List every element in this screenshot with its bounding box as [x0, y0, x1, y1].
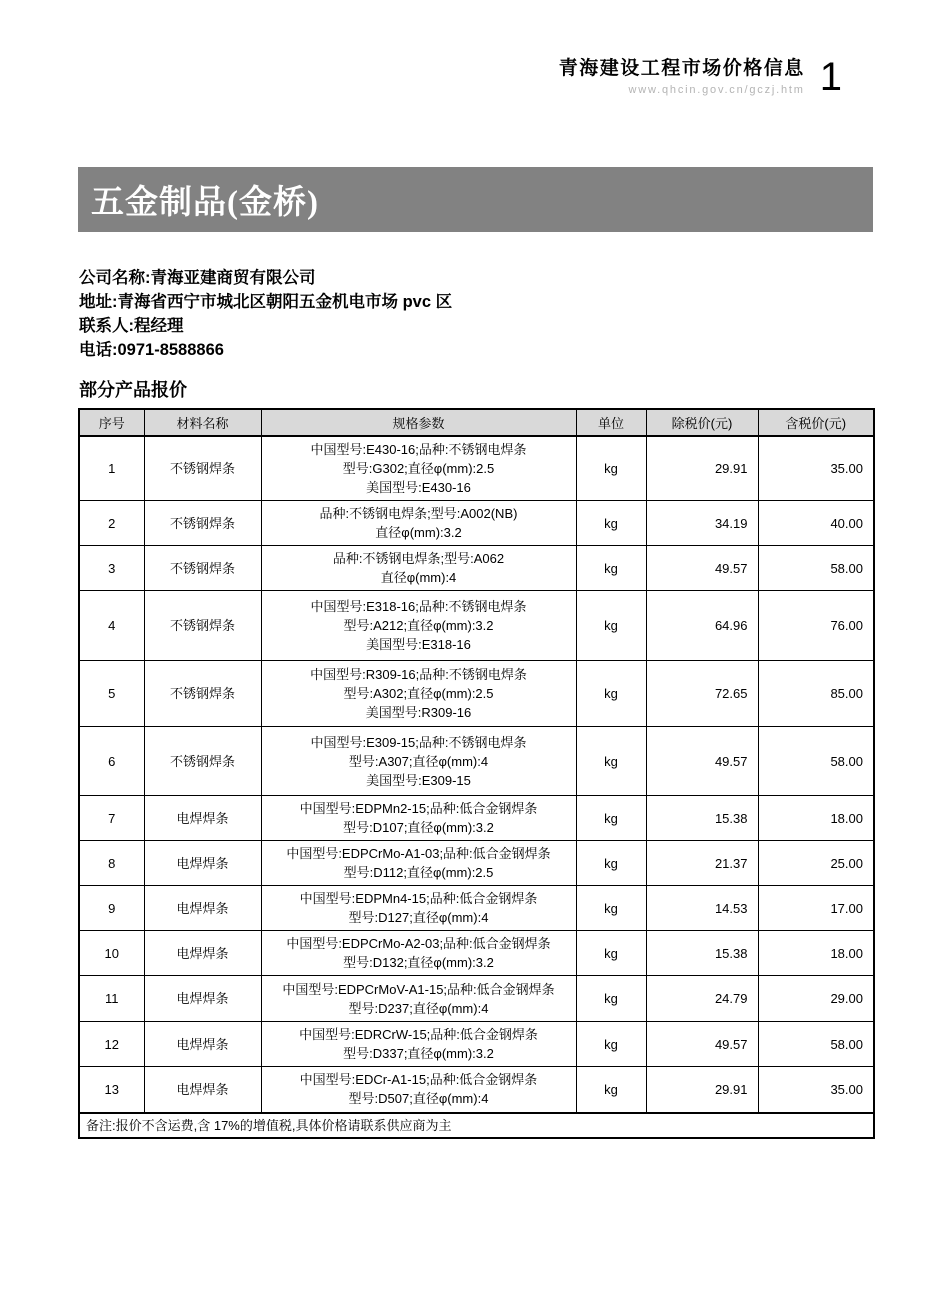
page-header-url: www.qhcin.gov.cn/gczj.htm — [628, 84, 805, 96]
spec-cell — [261, 436, 576, 501]
material-name: 不锈钢焊条 — [144, 436, 261, 501]
header-row — [79, 409, 874, 436]
spec-cell — [261, 661, 576, 727]
unit: kg — [576, 976, 646, 1022]
table-row — [79, 976, 874, 1022]
spec-cell — [261, 727, 576, 796]
table-note: 备注:报价不含运费,含 17%的增值税,具体价格请联系供应商为主 — [79, 1113, 874, 1138]
price-table-head — [79, 409, 874, 436]
spec-line: 直径φ(mm):3.2 — [375, 525, 462, 540]
price-incl-tax: 40.00 — [758, 501, 874, 546]
table-row — [79, 546, 874, 591]
price-incl-tax: 29.00 — [758, 976, 874, 1022]
price-incl-tax: 58.00 — [758, 546, 874, 591]
note-row — [79, 1113, 874, 1138]
spec-line: 中国型号:R309-16;品种:不锈钢电焊条 — [310, 667, 527, 682]
material-name: 不锈钢焊条 — [144, 727, 261, 796]
row-number: 1 — [79, 436, 144, 501]
price-table-body — [79, 436, 874, 1113]
row-number: 7 — [79, 796, 144, 841]
company-name-line: 公司名称:青海亚建商贸有限公司 — [79, 269, 316, 287]
row-number: 6 — [79, 727, 144, 796]
price-excl-tax: 29.91 — [646, 1067, 758, 1113]
unit: kg — [576, 436, 646, 501]
price-incl-tax: 76.00 — [758, 591, 874, 661]
price-excl-tax: 49.57 — [646, 1022, 758, 1067]
spec-line: 型号:D127;直径φ(mm):4 — [348, 910, 489, 925]
spec-line: 型号:D112;直径φ(mm):2.5 — [343, 865, 494, 880]
spec-line: 型号:A302;直径φ(mm):2.5 — [343, 686, 494, 701]
spec-line: 中国型号:E318-16;品种:不锈钢电焊条 — [310, 599, 527, 614]
table-row — [79, 1022, 874, 1067]
spec-cell — [261, 841, 576, 886]
spec-cell — [261, 1067, 576, 1113]
table-row — [79, 841, 874, 886]
col-header-price-incl-tax: 含税价(元) — [758, 409, 874, 436]
page-header-text — [559, 56, 805, 96]
company-info — [79, 266, 452, 362]
price-excl-tax: 24.79 — [646, 976, 758, 1022]
unit: kg — [576, 727, 646, 796]
material-name: 电焊焊条 — [144, 1067, 261, 1113]
section-title: 部分产品报价 — [79, 380, 187, 400]
spec-line: 美国型号:E318-16 — [366, 637, 471, 652]
spec-line: 型号:G302;直径φ(mm):2.5 — [342, 461, 495, 476]
price-excl-tax: 34.19 — [646, 501, 758, 546]
spec-line: 品种:不锈钢电焊条;型号:A062 — [332, 551, 505, 566]
row-number: 3 — [79, 546, 144, 591]
price-incl-tax: 18.00 — [758, 931, 874, 976]
section-banner — [78, 167, 873, 232]
spec-line: 型号:D107;直径φ(mm):3.2 — [343, 820, 494, 835]
spec-line: 中国型号:EDCr-A1-15;品种:低合金钢焊条 — [299, 1072, 538, 1088]
material-name: 电焊焊条 — [144, 976, 261, 1022]
page-header — [559, 56, 842, 98]
price-excl-tax: 49.57 — [646, 727, 758, 796]
table-row — [79, 501, 874, 546]
spec-cell — [261, 546, 576, 591]
price-incl-tax: 17.00 — [758, 886, 874, 931]
row-number: 11 — [79, 976, 144, 1022]
table-row — [79, 796, 874, 841]
price-excl-tax: 29.91 — [646, 436, 758, 501]
page-header-title: 青海建设工程市场价格信息 — [558, 58, 805, 79]
spec-cell — [261, 796, 576, 841]
spec-line: 型号:D237;直径φ(mm):4 — [348, 1000, 489, 1016]
unit: kg — [576, 796, 646, 841]
spec-line: 中国型号:EDPCrMo-A2-03;品种:低合金钢焊条 — [286, 936, 551, 951]
col-header-price-excl-tax: 除税价(元) — [646, 409, 758, 436]
unit: kg — [576, 886, 646, 931]
unit: kg — [576, 546, 646, 591]
spec-cell — [261, 1022, 576, 1067]
spec-line: 型号:D337;直径φ(mm):3.2 — [343, 1046, 494, 1061]
spec-line: 美国型号:R309-16 — [365, 705, 472, 720]
material-name: 不锈钢焊条 — [144, 661, 261, 727]
table-row — [79, 591, 874, 661]
price-excl-tax: 15.38 — [646, 796, 758, 841]
price-incl-tax: 58.00 — [758, 727, 874, 796]
spec-line: 美国型号:E309-15 — [366, 772, 471, 788]
spec-line: 中国型号:EDPCrMoV-A1-15;品种:低合金钢焊条 — [282, 981, 555, 997]
spec-cell — [261, 591, 576, 661]
row-number: 13 — [79, 1067, 144, 1113]
price-incl-tax: 35.00 — [758, 1067, 874, 1113]
price-incl-tax: 85.00 — [758, 661, 874, 727]
price-table — [78, 408, 875, 1139]
unit: kg — [576, 501, 646, 546]
spec-cell — [261, 886, 576, 931]
spec-line: 型号:A307;直径φ(mm):4 — [348, 753, 489, 769]
page-number: 1 — [819, 55, 842, 99]
row-number: 5 — [79, 661, 144, 727]
spec-cell — [261, 976, 576, 1022]
row-number: 8 — [79, 841, 144, 886]
spec-line: 型号:D507;直径φ(mm):4 — [348, 1091, 489, 1107]
unit: kg — [576, 591, 646, 661]
spec-line: 中国型号:EDPCrMo-A1-03;品种:低合金钢焊条 — [286, 846, 551, 861]
unit: kg — [576, 1022, 646, 1067]
spec-cell — [261, 501, 576, 546]
price-excl-tax: 14.53 — [646, 886, 758, 931]
company-phone-line: 电话:0971-8588866 — [79, 341, 224, 359]
col-header-spec: 规格参数 — [261, 409, 576, 436]
spec-line: 中国型号:E430-16;品种:不锈钢电焊条 — [310, 442, 527, 457]
spec-line: 直径φ(mm):4 — [380, 570, 457, 585]
table-row — [79, 436, 874, 501]
price-excl-tax: 72.65 — [646, 661, 758, 727]
company-address-line: 地址:青海省西宁市城北区朝阳五金机电市场 pvc 区 — [79, 293, 453, 311]
material-name: 电焊焊条 — [144, 841, 261, 886]
col-header-no: 序号 — [79, 409, 144, 436]
spec-line: 中国型号:EDPMn2-15;品种:低合金钢焊条 — [299, 801, 538, 816]
row-number: 10 — [79, 931, 144, 976]
table-row — [79, 931, 874, 976]
col-header-unit: 单位 — [576, 409, 646, 436]
section-banner-title: 五金制品(金桥) — [91, 185, 319, 221]
material-name: 不锈钢焊条 — [144, 546, 261, 591]
row-number: 9 — [79, 886, 144, 931]
row-number: 4 — [79, 591, 144, 661]
table-row — [79, 727, 874, 796]
spec-line: 中国型号:E309-15;品种:不锈钢电焊条 — [310, 734, 527, 750]
material-name: 不锈钢焊条 — [144, 591, 261, 661]
unit: kg — [576, 1067, 646, 1113]
col-header-material: 材料名称 — [144, 409, 261, 436]
spec-cell — [261, 931, 576, 976]
price-incl-tax: 58.00 — [758, 1022, 874, 1067]
table-row — [79, 1067, 874, 1113]
material-name: 不锈钢焊条 — [144, 501, 261, 546]
material-name: 电焊焊条 — [144, 1022, 261, 1067]
price-excl-tax: 49.57 — [646, 546, 758, 591]
price-excl-tax: 21.37 — [646, 841, 758, 886]
price-incl-tax: 35.00 — [758, 436, 874, 501]
spec-line: 型号:A212;直径φ(mm):3.2 — [343, 618, 494, 633]
spec-line: 美国型号:E430-16 — [366, 480, 471, 495]
row-number: 2 — [79, 501, 144, 546]
company-contact-line: 联系人:程经理 — [79, 317, 184, 335]
spec-line: 品种:不锈钢电焊条;型号:A002(NB) — [319, 506, 518, 521]
price-excl-tax: 15.38 — [646, 931, 758, 976]
material-name: 电焊焊条 — [144, 886, 261, 931]
table-row — [79, 886, 874, 931]
spec-line: 中国型号:EDRCrW-15;品种:低合金钢焊条 — [299, 1027, 538, 1042]
material-name: 电焊焊条 — [144, 931, 261, 976]
spec-line: 中国型号:EDPMn4-15;品种:低合金钢焊条 — [299, 891, 538, 906]
price-incl-tax: 25.00 — [758, 841, 874, 886]
unit: kg — [576, 931, 646, 976]
price-table-foot — [79, 1113, 874, 1138]
price-incl-tax: 18.00 — [758, 796, 874, 841]
material-name: 电焊焊条 — [144, 796, 261, 841]
spec-line: 型号:D132;直径φ(mm):3.2 — [343, 955, 494, 970]
unit: kg — [576, 661, 646, 727]
price-excl-tax: 64.96 — [646, 591, 758, 661]
table-row — [79, 661, 874, 727]
row-number: 12 — [79, 1022, 144, 1067]
unit: kg — [576, 841, 646, 886]
